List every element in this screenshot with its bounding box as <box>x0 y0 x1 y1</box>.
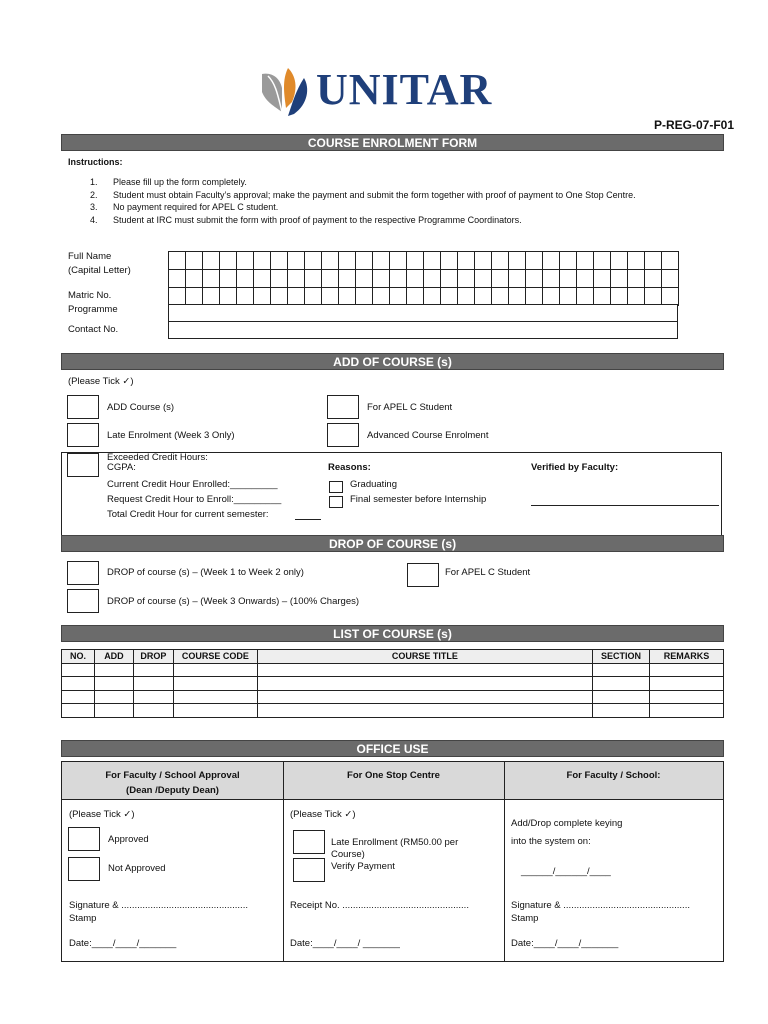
one-stop-header <box>283 762 504 800</box>
form-code: P-REG-07-F01 <box>653 118 734 132</box>
logo-emblem-icon <box>258 62 318 122</box>
drop-week1-label: DROP of course (s) – (Week 1 to Week 2 only) <box>107 567 304 578</box>
receipt-no-line[interactable]: Receipt No. ................................................ <box>290 900 469 911</box>
verified-by-faculty-label: Verified by Faculty: <box>531 462 619 473</box>
faculty-school-title: For Faculty / School: <box>566 770 661 781</box>
approved-checkbox[interactable] <box>68 827 100 851</box>
drop-week1-checkbox[interactable] <box>67 561 99 585</box>
verified-signature-line[interactable] <box>531 505 719 506</box>
list-section-title: LIST OF COURSE (s) <box>61 625 724 642</box>
advanced-enrolment-checkbox[interactable] <box>327 423 359 447</box>
ostc-tick-label: (Please Tick ✓) <box>290 809 356 820</box>
full-name-grid[interactable] <box>168 251 679 288</box>
table-row[interactable] <box>62 663 724 677</box>
drop-week3-checkbox[interactable] <box>67 589 99 613</box>
col-no: NO. <box>62 650 95 664</box>
instruction-item: 2. Student must obtain Faculty’s approval; make the payment and submit the form together with proof of payment to One Stop Centre. <box>90 189 636 200</box>
late-enrollment-label-2: Course) <box>331 849 365 860</box>
graduating-label: Graduating <box>350 479 398 490</box>
form-title: COURSE ENROLMENT FORM <box>61 134 724 151</box>
faculty-approval-title: For Faculty / School Approval <box>105 770 240 781</box>
office-tick-label: (Please Tick ✓) <box>69 809 135 820</box>
office-use-panel <box>61 761 724 962</box>
table-row[interactable] <box>62 690 724 704</box>
please-tick-label: (Please Tick ✓) <box>68 376 134 387</box>
faculty-stamp-label: Stamp <box>511 913 539 924</box>
instruction-item: 1. Please fill up the form completely. <box>90 177 247 187</box>
divider <box>283 762 284 961</box>
full-name-label: Full Name <box>68 251 112 262</box>
apel-add-checkbox[interactable] <box>327 395 359 419</box>
table-row[interactable] <box>62 677 724 691</box>
current-credit-label: Current Credit Hour Enrolled:_________ <box>107 479 278 490</box>
stamp-label: Stamp <box>69 913 97 924</box>
advanced-enrolment-label: Advanced Course Enrolment <box>367 430 489 441</box>
table-header-row <box>62 650 724 664</box>
final-semester-checkbox[interactable] <box>329 496 343 508</box>
programme-field[interactable] <box>168 304 678 322</box>
contact-label: Contact No. <box>68 324 119 335</box>
add-course-label: ADD Course (s) <box>107 402 175 413</box>
keying-date[interactable]: ______/______/____ <box>521 866 611 877</box>
add-course-checkbox[interactable] <box>67 395 99 419</box>
instructions-list <box>90 176 700 226</box>
instruction-item: 3. No payment required for APEL C student. <box>90 202 279 212</box>
programme-label: Programme <box>68 304 118 315</box>
apel-drop-checkbox[interactable] <box>407 563 439 587</box>
faculty-approval-header <box>62 762 283 800</box>
not-approved-label: Not Approved <box>108 863 166 874</box>
office-use-title: OFFICE USE <box>61 740 724 757</box>
contact-field[interactable] <box>168 321 678 339</box>
logo-text: UNITAR <box>316 65 493 114</box>
apel-add-label: For APEL C Student <box>367 402 453 413</box>
late-enrollment-label: Late Enrollment (RM50.00 per <box>331 837 459 848</box>
instructions-title: Instructions: <box>68 157 123 167</box>
apel-drop-label: For APEL C Student <box>445 567 531 578</box>
matric-label: Matric No. <box>68 290 112 301</box>
not-approved-checkbox[interactable] <box>68 857 100 881</box>
col-add: ADD <box>94 650 133 664</box>
total-credit-label: Total Credit Hour for current semester: <box>107 509 269 520</box>
table-row[interactable] <box>62 704 724 718</box>
col-section: SECTION <box>593 650 650 664</box>
keying-label-2: into the system on: <box>511 836 591 847</box>
faculty-school-header <box>504 762 723 800</box>
faculty-date[interactable]: Date:____/____/_______ <box>511 938 619 949</box>
one-stop-title: For One Stop Centre <box>347 770 440 781</box>
col-drop: DROP <box>133 650 173 664</box>
add-section-title: ADD OF COURSE (s) <box>61 353 724 370</box>
dean-label: (Dean /Deputy Dean) <box>126 785 219 796</box>
signature-stamp-line[interactable]: Signature & ................................................ <box>69 900 248 911</box>
keying-label: Add/Drop complete keying <box>511 818 623 829</box>
col-remarks: REMARKS <box>650 650 724 664</box>
total-credit-line[interactable] <box>295 519 321 520</box>
drop-section-title: DROP OF COURSE (s) <box>61 535 724 552</box>
capital-letter-label: (Capital Letter) <box>68 265 131 276</box>
graduating-checkbox[interactable] <box>329 481 343 493</box>
drop-week3-label: DROP of course (s) – (Week 3 Onwards) – (100% Charges) <box>107 596 360 607</box>
late-enrolment-checkbox[interactable] <box>67 423 99 447</box>
approved-label: Approved <box>108 834 149 845</box>
reasons-label: Reasons: <box>328 462 371 473</box>
verify-payment-checkbox[interactable] <box>293 858 325 882</box>
course-list-table <box>61 649 724 718</box>
col-course-code: COURSE CODE <box>173 650 257 664</box>
late-enrollment-checkbox[interactable] <box>293 830 325 854</box>
exceeded-credit-checkbox[interactable] <box>67 453 99 477</box>
divider <box>504 762 505 961</box>
faculty-signature-line[interactable]: Signature & ................................................ <box>511 900 690 911</box>
approval-date[interactable]: Date:____/____/_______ <box>69 938 177 949</box>
verify-payment-label: Verify Payment <box>331 861 395 872</box>
exceeded-label: Exceeded Credit Hours: <box>107 452 208 463</box>
ostc-date[interactable]: Date:____/____/ _______ <box>290 938 400 949</box>
instruction-item: 4. Student at IRC must submit the form with proof of payment to the respective Programme Coordinators. <box>90 214 522 225</box>
final-semester-label: Final semester before Internship <box>350 494 487 505</box>
request-credit-label: Request Credit Hour to Enroll:_________ <box>107 494 282 505</box>
late-enrolment-label: Late Enrolment (Week 3 Only) <box>107 430 235 441</box>
cgpa-label: CGPA: <box>107 462 136 473</box>
col-course-title: COURSE TITLE <box>257 650 592 664</box>
